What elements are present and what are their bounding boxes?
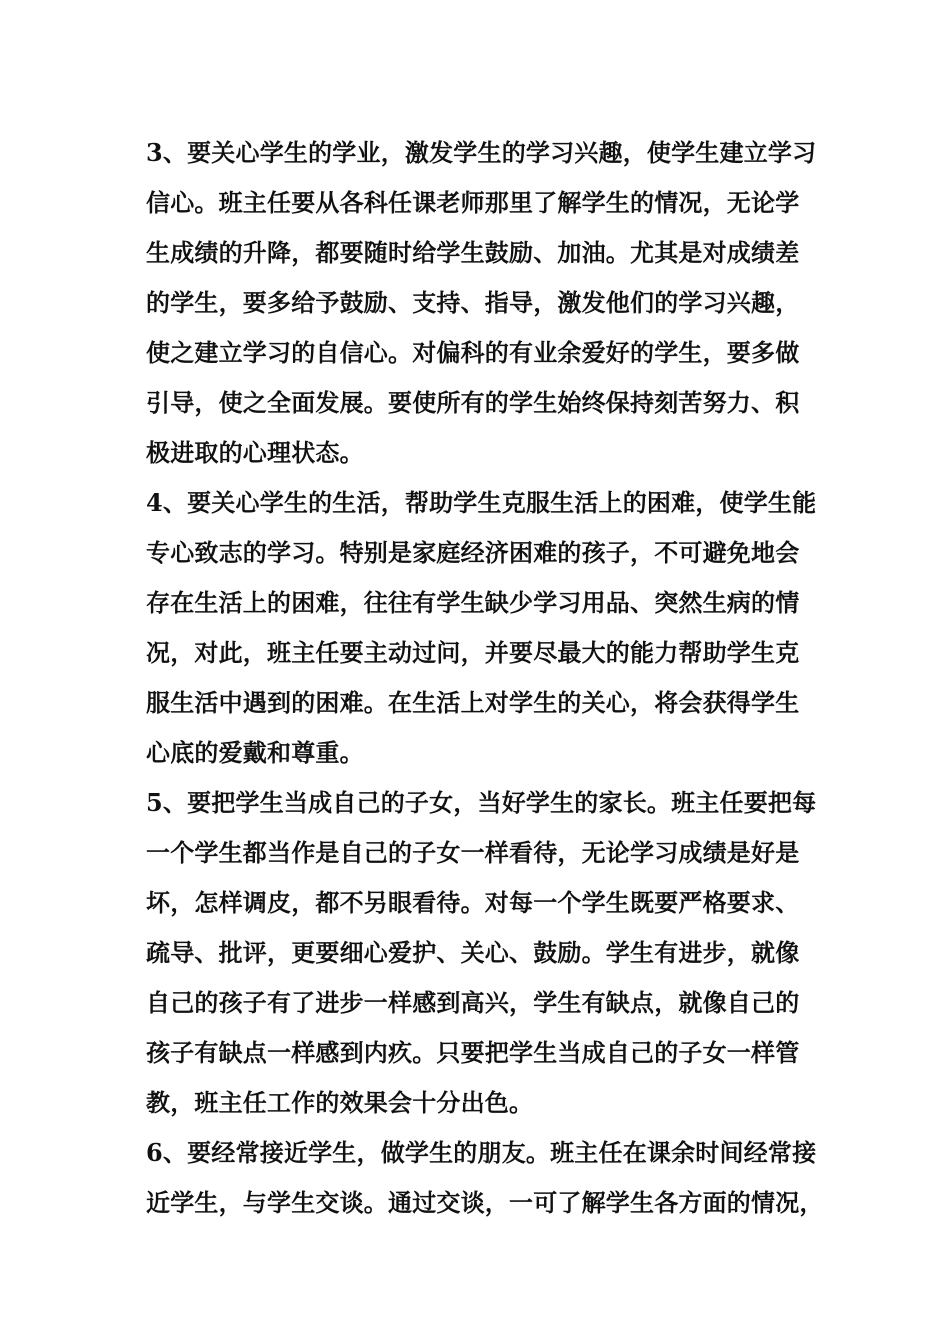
text-line: 6、要经常接近学生，做学生的朋友。班主任在课余时间经常接 bbox=[146, 1138, 817, 1167]
text-line: 极进取的心理状态。 bbox=[146, 438, 364, 467]
text-line: 况，对此，班主任要主动过问，并要尽最大的能力帮助学生克 bbox=[146, 638, 800, 667]
text-line: 教，班主任工作的效果会十分出色。 bbox=[146, 1088, 534, 1117]
text-line: 一个学生都当作是自己的子女一样看待，无论学习成绩是好是 bbox=[146, 838, 800, 867]
text-line: 坏，怎样调皮，都不另眼看待。对每一个学生既要严格要求、 bbox=[146, 888, 800, 917]
text-line: 3、要关心学生的学业，激发学生的学习兴趣，使学生建立学习 bbox=[146, 138, 817, 167]
text-line: 5、要把学生当成自己的子女，当好学生的家长。班主任要把每 bbox=[146, 788, 817, 817]
text-line: 心底的爱戴和尊重。 bbox=[146, 738, 364, 767]
text-line: 服生活中遇到的困难。在生活上对学生的关心，将会获得学生 bbox=[146, 688, 800, 717]
text-line: 自己的孩子有了进步一样感到高兴，学生有缺点，就像自己的 bbox=[146, 988, 800, 1017]
text-line: 4、要关心学生的生活，帮助学生克服生活上的困难，使学生能 bbox=[146, 488, 817, 517]
text-line: 的学生，要多给予鼓励、支持、指导，激发他们的学习兴趣， bbox=[146, 288, 800, 317]
text-line: 疏导、批评，更要细心爱护、关心、鼓励。学生有进步，就像 bbox=[146, 938, 800, 967]
text-line: 引导，使之全面发展。要使所有的学生始终保持刻苦努力、积 bbox=[146, 388, 800, 417]
text-line: 近学生，与学生交谈。通过交谈，一可了解学生各方面的情况， bbox=[146, 1188, 824, 1217]
text-line: 信心。班主任要从各科任课老师那里了解学生的情况，无论学 bbox=[146, 188, 800, 217]
text-line: 存在生活上的困难，往往有学生缺少学习用品、突然生病的情 bbox=[146, 588, 800, 617]
text-line: 专心致志的学习。特别是家庭经济困难的孩子，不可避免地会 bbox=[146, 538, 800, 567]
text-line: 孩子有缺点一样感到内疚。只要把学生当成自己的子女一样管 bbox=[146, 1038, 800, 1067]
text-line: 生成绩的升降，都要随时给学生鼓励、加油。尤其是对成绩差 bbox=[146, 238, 800, 267]
document-body bbox=[146, 128, 824, 1228]
text-line: 使之建立学习的自信心。对偏科的有业余爱好的学生，要多做 bbox=[146, 338, 800, 367]
